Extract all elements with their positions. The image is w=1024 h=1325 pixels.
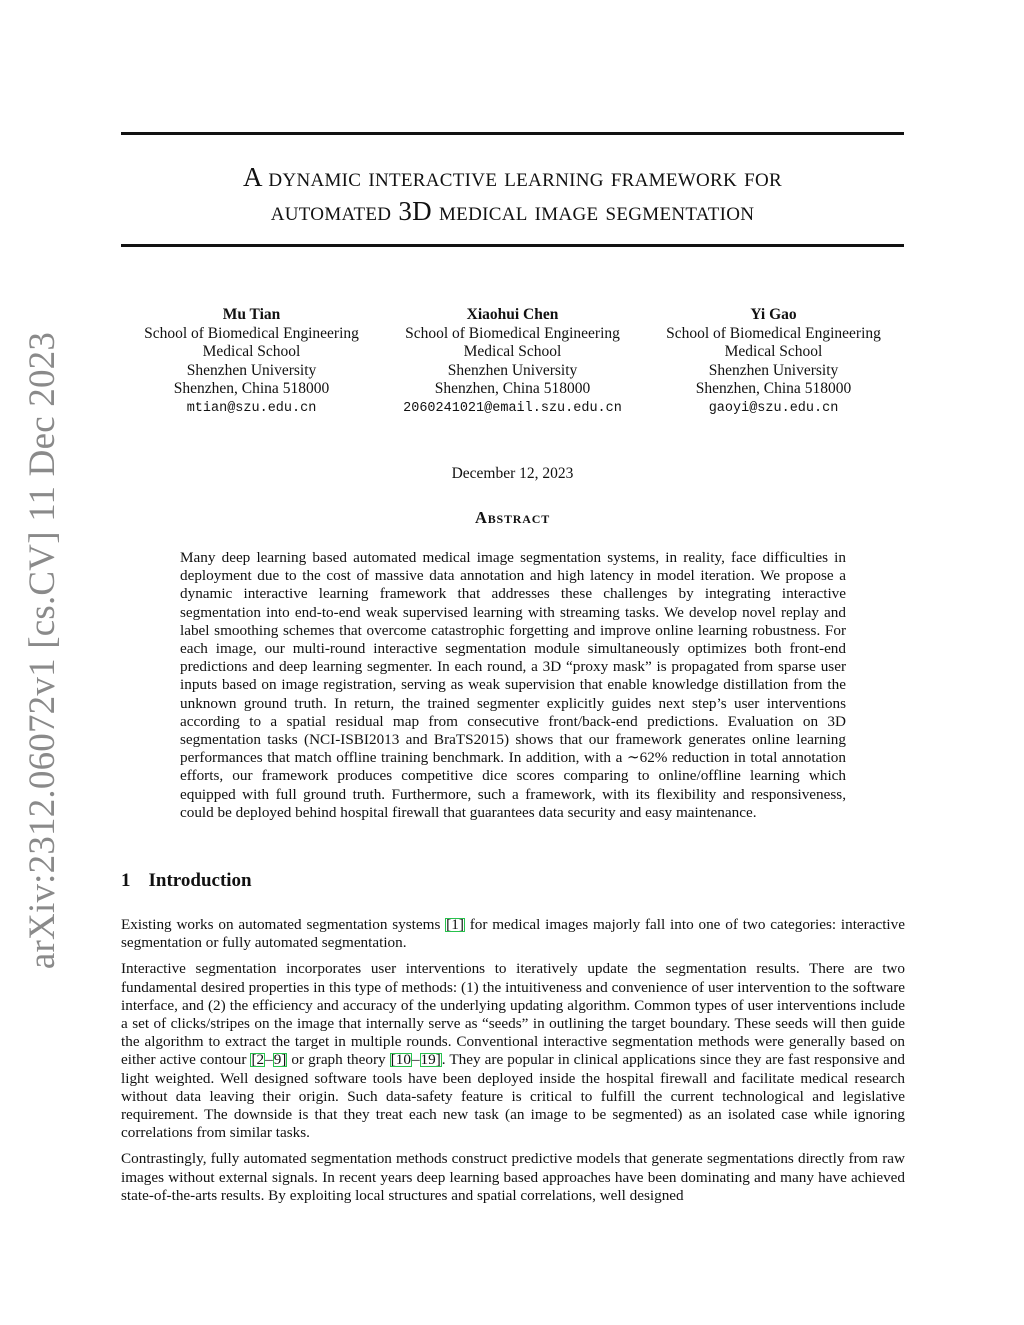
citation-link[interactable]: [2 bbox=[251, 1051, 265, 1069]
paper-title-line-2: automated 3D medical image segmentation bbox=[270, 196, 755, 226]
author-name: Yi Gao bbox=[750, 306, 797, 323]
text-run: Interactive segmentation incorporates user interventions to iteratively update the segmentation results. There are two fundamental desired properties in this type of methods: (1) the intuitiveness and convenience of user intervention to the software interface, and (2) the efficiency and accuracy of the underlying updating algorithm. Common types of user interventions include a set of clicks/stripes on the image that internally serve as “seeds” in outlining the target boundary. These seeds will then guide the algorithm to extract the target in multiple rounds. Conventional interactive segmentation methods were generally based on either active contour bbox=[121, 960, 905, 1069]
arxiv-stamp bbox=[8, 331, 78, 969]
arxiv-stamp-text: arXiv:2312.06072v1 [cs.CV] 11 Dec 2023 bbox=[22, 331, 64, 969]
paragraph: Contrastingly, fully automated segmentation methods construct predictive models that generate segmentations directly from raw images without external signals. In recent years deep learning based approaches have been dominating and many have achieved state-of-the-arts results. By exploiting local structures and spatial correlations, well designed bbox=[121, 1150, 905, 1204]
abstract-text: Many deep learning based automated medical image segmentation systems, in reality, face difficulties in deployment due to the cost of massive data annotation and high latency in model iteration. We propose a dynamic interactive learning framework that addresses these challenges by integrating interactive segmentation into end-to-end weak supervised learning with streaming tasks. We develop novel replay and label smoothing schemes that overcome catastrophic forgetting and improve online learning robustness. For each image, our multi-round interactive segmentation module simultaneously optimizes both front-end predictions and deep learning segmenter. In each round, a 3D “proxy mask” is propagated from sparse user inputs based on image registration, serving as weak supervision that enable knowledge distillation from the unknown ground truth. In return, the trained segmenter explicitly guides next step’s user interventions according to a spatial residual map from consecutive front/back-end predictions. Evaluation on 3D segmentation tasks (NCI-ISBI2013 and BraTS2015) shows that our framework generates online learning performances that match offline training benchmark. In addition, with a ∼62% reduction in total annotation efforts, our framework produces competitive dice scores comparing to online/offline learning which equipped with full ground truth. Furthermore, such a framework, with its flexibility and responsiveness, could be deployed behind hospital firewall that guarantees data security and easy maintenance. bbox=[180, 549, 846, 821]
author-school: Medical School bbox=[202, 343, 301, 361]
paper-title bbox=[121, 160, 904, 228]
text-run: Existing works on automated segmentation systems bbox=[121, 916, 446, 933]
author-name: Xiaohui Chen bbox=[466, 306, 559, 323]
introduction-body bbox=[121, 916, 905, 1213]
author-university: Shenzhen University bbox=[708, 361, 839, 379]
paper-title-line-1: A dynamic interactive learning framework for bbox=[243, 162, 782, 192]
author-city: Shenzhen, China 518000 bbox=[173, 380, 330, 398]
author-email: gaoyi@szu.edu.cn bbox=[708, 400, 839, 416]
author-block bbox=[382, 306, 643, 418]
title-rule-top bbox=[121, 132, 904, 135]
citation-dash: – bbox=[411, 1051, 420, 1069]
author-department: School of Biomedical Engineering bbox=[144, 324, 359, 342]
author-school: Medical School bbox=[463, 343, 562, 361]
author-department: School of Biomedical Engineering bbox=[666, 324, 881, 342]
abstract-heading: Abstract bbox=[475, 508, 550, 527]
text-run: . They are popular in clinical applications since they are fast responsive and light weighted. Well designed software tools have been deployed inside the hospital firewall and facilitate medical research without data leaving their origin. Such data-safety feature is critical to fulfill the current technological and legislative requirement. The downside is that they treat each new task (an image to be segmented) as an isolated case while ignoring correlations from similar tasks. bbox=[121, 1051, 905, 1142]
text-run: or graph theory bbox=[287, 1051, 390, 1069]
text-run: for medical images majorly fall into one of two categories: interactive segmentation or fully automated segmentation. bbox=[121, 916, 905, 952]
citation-link[interactable]: [10 bbox=[390, 1051, 411, 1069]
section-number: 1 bbox=[121, 870, 131, 891]
author-city: Shenzhen, China 518000 bbox=[695, 380, 852, 398]
author-university: Shenzhen University bbox=[186, 361, 317, 379]
author-university: Shenzhen University bbox=[447, 361, 578, 379]
section-title: Introduction bbox=[148, 870, 252, 891]
author-school: Medical School bbox=[724, 343, 823, 361]
author-email: mtian@szu.edu.cn bbox=[186, 400, 317, 416]
title-rule-bottom bbox=[121, 244, 904, 247]
paragraph bbox=[121, 916, 905, 952]
author-email: 2060241021@email.szu.edu.cn bbox=[403, 400, 622, 416]
citation-link[interactable]: 9] bbox=[273, 1051, 287, 1069]
citation-link[interactable]: 19] bbox=[420, 1051, 441, 1069]
publication-date: December 12, 2023 bbox=[451, 465, 574, 482]
author-block bbox=[121, 306, 382, 418]
author-list bbox=[121, 306, 904, 418]
citation-link[interactable]: [1] bbox=[446, 916, 464, 933]
section-heading bbox=[121, 870, 252, 892]
author-name: Mu Tian bbox=[222, 306, 281, 323]
paragraph bbox=[121, 960, 905, 1142]
author-city: Shenzhen, China 518000 bbox=[434, 380, 591, 398]
author-block bbox=[643, 306, 904, 418]
citation-dash: – bbox=[265, 1051, 273, 1069]
author-department: School of Biomedical Engineering bbox=[405, 324, 620, 342]
